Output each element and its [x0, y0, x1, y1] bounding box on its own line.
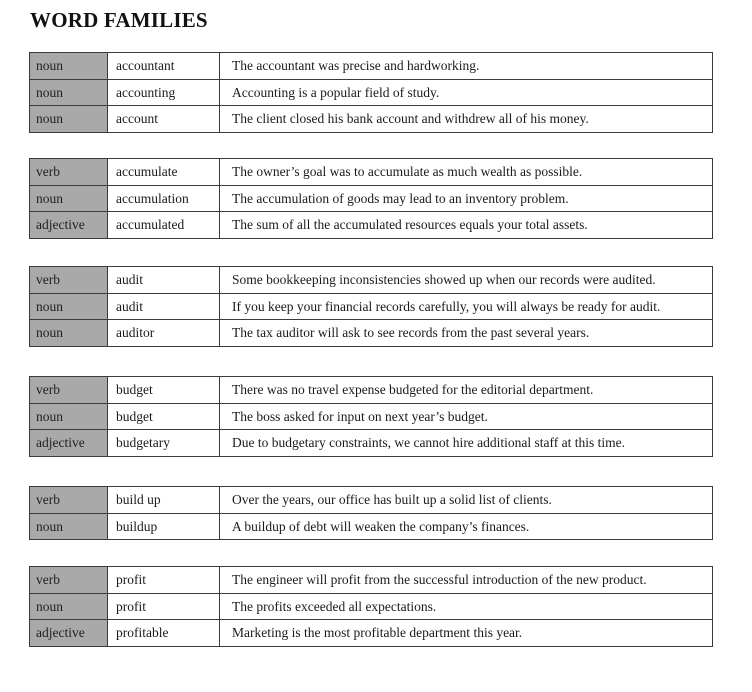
word-family-table-accumulate — [29, 158, 713, 239]
example-sentence-cell: The owner’s goal was to accumulate as much wealth as possible. — [220, 159, 713, 186]
table-row — [30, 487, 713, 514]
table-row — [30, 106, 713, 133]
table-row — [30, 377, 713, 404]
example-sentence-cell: The boss asked for input on next year’s budget. — [220, 403, 713, 430]
word-cell: profitable — [108, 620, 220, 647]
page-title: WORD FAMILIES — [30, 8, 208, 32]
part-of-speech-cell: noun — [30, 293, 108, 320]
table-row — [30, 320, 713, 347]
word-cell: profit — [108, 567, 220, 594]
word-family-table-account — [29, 52, 713, 133]
word-cell: profit — [108, 593, 220, 620]
example-sentence-cell: Over the years, our office has built up a solid list of clients. — [220, 487, 713, 514]
part-of-speech-cell: noun — [30, 185, 108, 212]
part-of-speech-cell: noun — [30, 106, 108, 133]
part-of-speech-cell: adjective — [30, 430, 108, 457]
word-cell: budget — [108, 377, 220, 404]
word-family-table-audit — [29, 266, 713, 347]
example-sentence-cell: Marketing is the most profitable department this year. — [220, 620, 713, 647]
part-of-speech-cell: noun — [30, 513, 108, 540]
example-sentence-cell: The profits exceeded all expectations. — [220, 593, 713, 620]
table-row — [30, 79, 713, 106]
part-of-speech-cell: verb — [30, 267, 108, 294]
example-sentence-cell: There was no travel expense budgeted for the editorial department. — [220, 377, 713, 404]
example-sentence-cell: The sum of all the accumulated resources equals your total assets. — [220, 212, 713, 239]
word-cell: accounting — [108, 79, 220, 106]
example-sentence-cell: If you keep your financial records carefully, you will always be ready for audit. — [220, 293, 713, 320]
word-cell: accountant — [108, 53, 220, 80]
table-row — [30, 403, 713, 430]
table-row — [30, 185, 713, 212]
part-of-speech-cell: verb — [30, 487, 108, 514]
part-of-speech-cell: adjective — [30, 212, 108, 239]
word-family-table-build-up — [29, 486, 713, 540]
table-row — [30, 567, 713, 594]
part-of-speech-cell: adjective — [30, 620, 108, 647]
word-cell: account — [108, 106, 220, 133]
table-row — [30, 593, 713, 620]
part-of-speech-cell: verb — [30, 567, 108, 594]
part-of-speech-cell: noun — [30, 320, 108, 347]
word-cell: accumulated — [108, 212, 220, 239]
example-sentence-cell: The client closed his bank account and withdrew all of his money. — [220, 106, 713, 133]
table-row — [30, 212, 713, 239]
word-cell: audit — [108, 267, 220, 294]
word-cell: audit — [108, 293, 220, 320]
example-sentence-cell: The accumulation of goods may lead to an inventory problem. — [220, 185, 713, 212]
part-of-speech-cell: noun — [30, 53, 108, 80]
part-of-speech-cell: verb — [30, 159, 108, 186]
table-row — [30, 53, 713, 80]
table-row — [30, 620, 713, 647]
word-cell: budgetary — [108, 430, 220, 457]
example-sentence-cell: Some bookkeeping inconsistencies showed up when our records were audited. — [220, 267, 713, 294]
part-of-speech-cell: noun — [30, 593, 108, 620]
table-row — [30, 430, 713, 457]
word-cell: auditor — [108, 320, 220, 347]
word-cell: accumulation — [108, 185, 220, 212]
example-sentence-cell: Due to budgetary constraints, we cannot hire additional staff at this time. — [220, 430, 713, 457]
example-sentence-cell: A buildup of debt will weaken the company’s finances. — [220, 513, 713, 540]
word-family-table-profit — [29, 566, 713, 647]
word-cell: budget — [108, 403, 220, 430]
word-cell: accumulate — [108, 159, 220, 186]
part-of-speech-cell: noun — [30, 79, 108, 106]
table-row — [30, 293, 713, 320]
table-row — [30, 513, 713, 540]
part-of-speech-cell: noun — [30, 403, 108, 430]
table-row — [30, 159, 713, 186]
example-sentence-cell: The engineer will profit from the successful introduction of the new product. — [220, 567, 713, 594]
word-cell: buildup — [108, 513, 220, 540]
example-sentence-cell: The tax auditor will ask to see records from the past several years. — [220, 320, 713, 347]
example-sentence-cell: The accountant was precise and hardworking. — [220, 53, 713, 80]
table-row — [30, 267, 713, 294]
word-family-table-budget — [29, 376, 713, 457]
word-cell: build up — [108, 487, 220, 514]
part-of-speech-cell: verb — [30, 377, 108, 404]
example-sentence-cell: Accounting is a popular field of study. — [220, 79, 713, 106]
